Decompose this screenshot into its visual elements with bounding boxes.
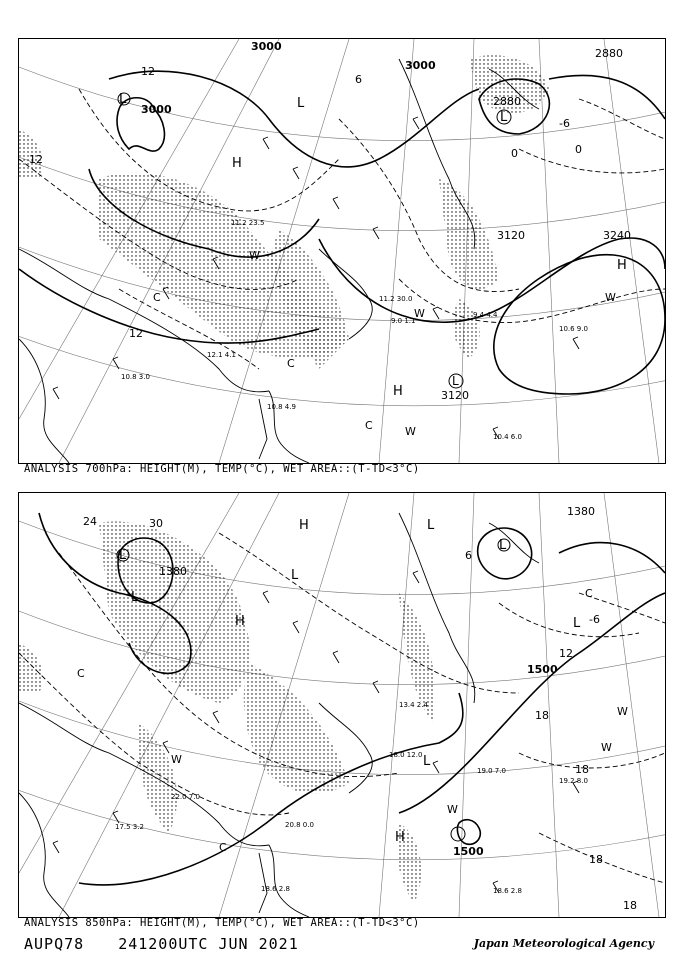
warm-marker: W [414, 307, 425, 320]
high-marker: H [393, 384, 403, 399]
temp-label: 18 [623, 899, 637, 912]
station-obs: 10.8 3.0 [121, 373, 150, 381]
high-marker: H [395, 830, 405, 845]
station-obs: 10.8 4.9 [267, 403, 296, 411]
temp-label: 12 [129, 327, 143, 340]
high-marker: H [232, 156, 242, 171]
warm-marker: W [617, 705, 628, 718]
wet-areas [19, 521, 435, 903]
caption-850hpa: ANALYSIS 850hPa: HEIGHT(M), TEMP(°C), WET AREA::(T-TD<3°C) [24, 917, 420, 929]
temp-label: 18 [535, 709, 549, 722]
temp-label: -6 [589, 613, 600, 626]
temp-label: 0 [511, 147, 518, 160]
chart-identifier [24, 935, 299, 953]
temp-label: 24 [83, 515, 97, 528]
warm-marker: W [447, 803, 458, 816]
map-850hpa [18, 492, 666, 918]
height-label: 2880 [493, 95, 521, 108]
wet-areas [19, 55, 549, 369]
station-obs: 20.8 0.0 [285, 821, 314, 829]
cold-marker: C [585, 587, 593, 600]
low-marker: L [423, 754, 431, 769]
station-obs: 12.1 4.1 [207, 351, 236, 359]
station-obs: 17.5 3.2 [115, 823, 144, 831]
warm-marker: W [601, 741, 612, 754]
station-obs: 18.6 2.8 [493, 887, 522, 895]
height-label: 3000 [251, 40, 282, 53]
temp-label: 18 [575, 763, 589, 776]
low-marker: L [297, 96, 305, 111]
height-label: 3120 [441, 389, 469, 402]
station-obs: 9.4 4.4 [473, 311, 498, 319]
cold-marker: C [365, 419, 373, 432]
station-obs: 10.4 6.0 [493, 433, 522, 441]
station-obs: 11.2 30.0 [379, 295, 413, 303]
station-obs: 18.0 12.0 [389, 751, 423, 759]
cold-marker: C [77, 667, 85, 680]
height-label: 3240 [603, 229, 631, 242]
height-label: 1500 [453, 845, 484, 858]
low-marker: L [119, 92, 127, 107]
low-marker: L [427, 518, 435, 533]
temp-label: 18 [589, 853, 603, 866]
map-labels [77, 505, 637, 912]
high-marker: H [235, 614, 245, 629]
height-label: 1380 [159, 565, 187, 578]
high-marker: H [299, 518, 309, 533]
agency-name: Japan Meteorological Agency [473, 937, 654, 950]
warm-marker: W [405, 425, 416, 438]
height-label: 2880 [595, 47, 623, 60]
warm-marker: W [605, 291, 616, 304]
map-700hpa [18, 38, 666, 464]
station-obs: 19.0 7.0 [477, 767, 506, 775]
height-label: 1380 [567, 505, 595, 518]
station-obs: 13.4 2.4 [399, 701, 428, 709]
temp-label: 12 [29, 153, 43, 166]
warm-marker: W [171, 753, 182, 766]
height-label: 3000 [405, 59, 436, 72]
height-label: 1500 [527, 663, 558, 676]
station-obs: 10.6 9.0 [559, 325, 588, 333]
temp-label: 12 [141, 65, 155, 78]
map-700hpa-graphic [19, 39, 665, 463]
height-label: 3000 [141, 103, 172, 116]
station-obs: 11.2 23.5 [231, 219, 265, 227]
height-label: 3120 [497, 229, 525, 242]
low-marker: L [573, 616, 581, 631]
low-marker: L [499, 538, 507, 553]
temp-label: 6 [465, 549, 472, 562]
station-obs: 22.0 7.0 [171, 793, 200, 801]
cold-marker: C [219, 841, 227, 854]
temp-label: -6 [559, 117, 570, 130]
station-obs: 18.6 2.8 [261, 885, 290, 893]
high-marker: H [617, 258, 627, 273]
map-850hpa-graphic [19, 493, 665, 917]
station-obs: 9.0 1.1 [391, 317, 416, 325]
caption-700hpa: ANALYSIS 700hPa: HEIGHT(M), TEMP(°C), WET AREA::(T-TD<3°C) [24, 463, 420, 475]
warm-marker: W [249, 249, 260, 262]
cold-marker: C [153, 291, 161, 304]
low-marker: L [500, 110, 508, 125]
chart-code: AUPQ78 [24, 935, 85, 953]
cold-marker: C [287, 357, 295, 370]
low-marker: L [131, 590, 139, 605]
low-marker: L [291, 568, 299, 583]
temp-label: 6 [355, 73, 362, 86]
station-obs: 19.2 8.0 [559, 777, 588, 785]
low-marker: L [452, 374, 459, 388]
temp-label: 30 [149, 517, 163, 530]
low-marker: L [119, 548, 127, 563]
valid-datetime: 241200UTC JUN 2021 [118, 935, 299, 953]
temp-label: 0 [575, 143, 582, 156]
temp-label: 12 [559, 647, 573, 660]
